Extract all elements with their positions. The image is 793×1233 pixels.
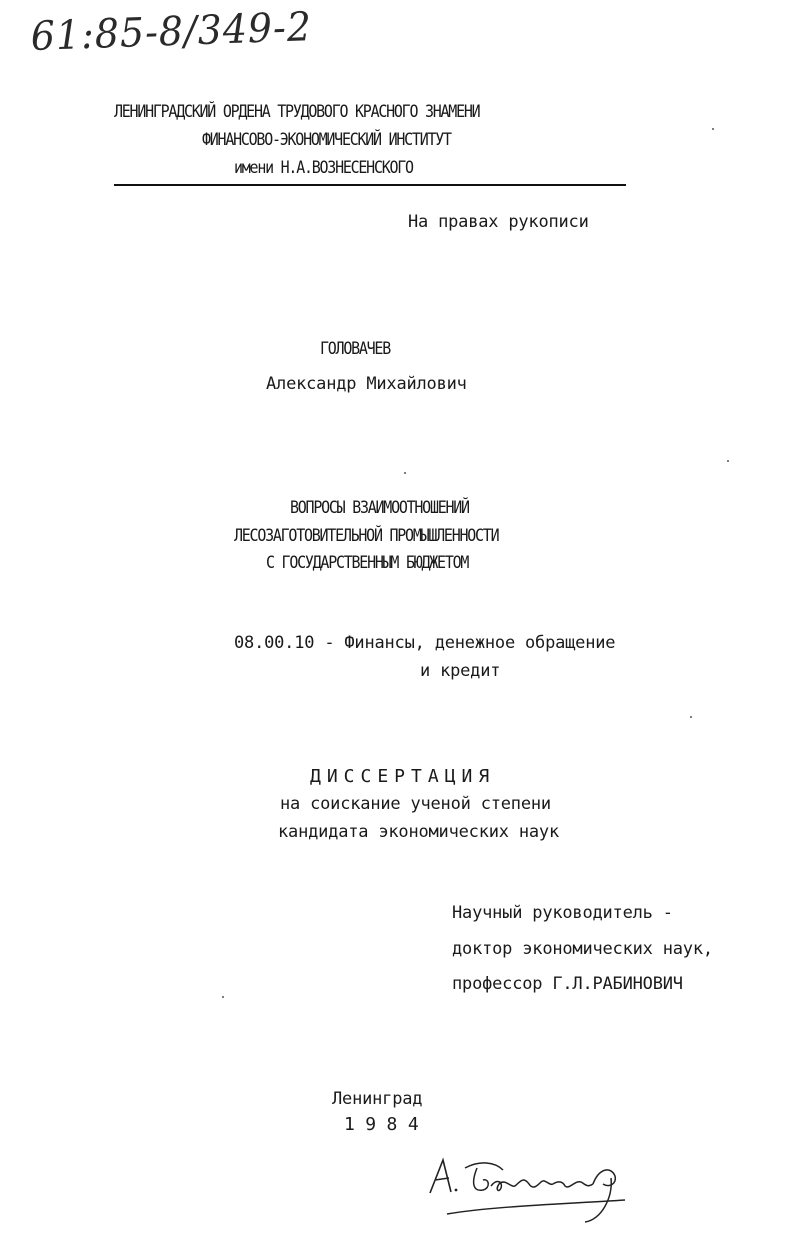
scan-speck <box>222 996 224 998</box>
title-line-3: С ГОСУДАРСТВЕННЫМ БЮДЖЕТОМ <box>266 553 469 573</box>
author-surname: ГОЛОВАЧЕВ <box>320 339 390 359</box>
work-type-line-1: на соискание ученой степени <box>280 794 551 814</box>
archive-mark-handwritten: 61:85-8/349-2 <box>30 4 313 60</box>
author-given-names: Александр Михайлович <box>266 374 467 394</box>
advisor-line-3: профессор Г.Л.РАБИНОВИЧ <box>452 974 683 994</box>
author-signature <box>425 1148 655 1228</box>
year: 1 9 8 4 <box>344 1114 419 1135</box>
work-type-heading: ДИССЕРТАЦИЯ <box>310 766 496 787</box>
scan-speck <box>690 716 692 718</box>
institution-line-3: имени Н.А.ВОЗНЕСЕНСКОГО <box>234 158 413 178</box>
scan-speck <box>712 128 714 130</box>
city: Ленинград <box>332 1089 423 1109</box>
institution-line-1: ЛЕНИНГРАДСКИЙ ОРДЕНА ТРУДОВОГО КРАСНОГО ЗНАМЕНИ <box>114 102 480 122</box>
title-line-2: ЛЕСОЗАГОТОВИТЕЛЬНОЙ ПРОМЫШЛЕННОСТИ <box>234 526 499 546</box>
header-divider <box>114 184 626 186</box>
scan-speck <box>404 472 406 474</box>
rights-note: На правах рукописи <box>408 212 589 232</box>
advisor-line-1: Научный руководитель - <box>452 903 673 923</box>
specialty-line-1: 08.00.10 - Финансы, денежное обращение <box>234 633 616 653</box>
title-line-1: ВОПРОСЫ ВЗАИМООТНОШЕНИЙ <box>290 498 469 518</box>
scan-speck <box>727 460 729 462</box>
specialty-line-2: и кредит <box>420 661 501 681</box>
advisor-line-2: доктор экономических наук, <box>452 939 713 959</box>
institution-line-2: ФИНАНСОВО-ЭКОНОМИЧЕСКИЙ ИНСТИТУТ <box>202 130 451 150</box>
work-type-line-2: кандидата экономических наук <box>278 822 559 842</box>
